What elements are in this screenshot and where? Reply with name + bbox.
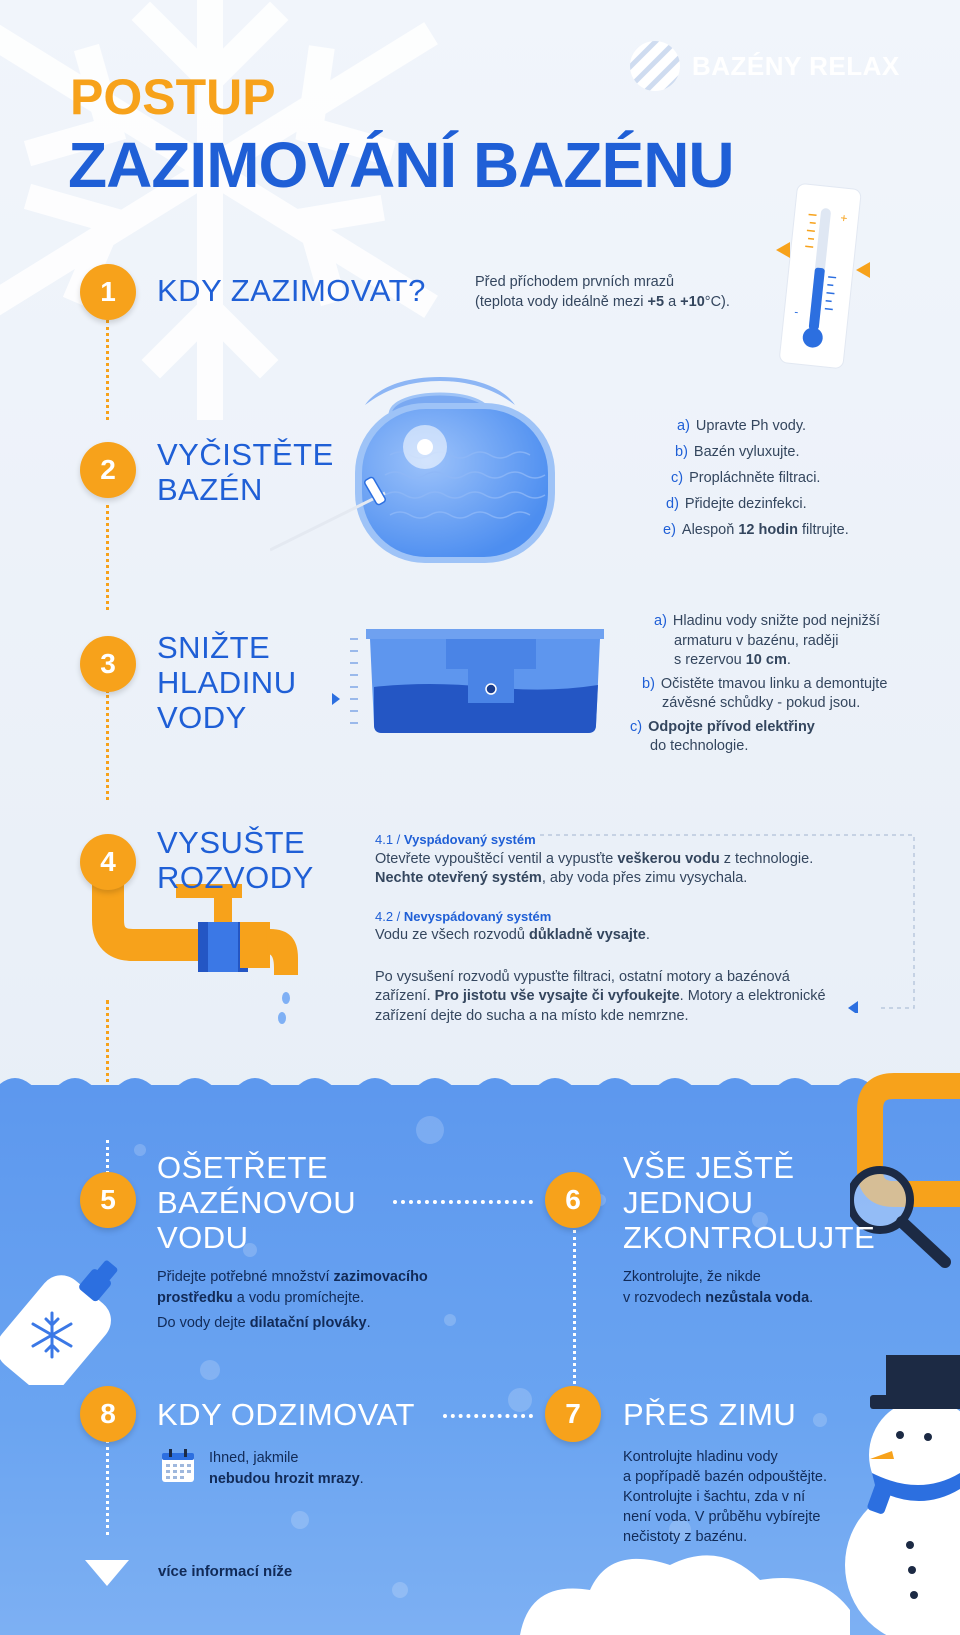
step-8-text-a: Ihned, jakmile <box>209 1450 299 1466</box>
step-3-text <box>620 612 940 757</box>
step-4-2-text: Vodu ze všech rozvodů <box>375 927 529 943</box>
timeline-line-white <box>573 1230 576 1390</box>
step-3-a-letter: a) <box>654 613 667 629</box>
calendar-icon <box>160 1448 196 1484</box>
step-5-bold-b: prostředku <box>157 1290 233 1306</box>
step-2-item <box>663 517 902 543</box>
step-4-para: . Motory a elektronické <box>679 988 826 1004</box>
step-5-heading-l1: OŠETŘETE <box>157 1150 329 1185</box>
step-7-text-l5: nečistoty z bazénu. <box>623 1529 748 1545</box>
page-title: ZAZIMOVÁNÍ BAZÉNU <box>68 129 734 201</box>
step-7-text <box>623 1447 863 1547</box>
step-3-b-l1: Očistěte tmavou linku a demontujte <box>660 675 888 692</box>
step-2-heading-l1: VYČISTĚTE <box>157 437 334 472</box>
step-1-and: a <box>664 294 681 310</box>
brand-name: BAZÉNY RELAX <box>692 50 900 81</box>
timeline-line <box>106 505 109 610</box>
step-4-1-bold: Nechte otevřený systém <box>375 870 542 886</box>
step-3-b-l2: závěsné schůdky - pokud jsou. <box>662 695 861 711</box>
step-number-3: 3 <box>80 636 136 692</box>
step-1-text-a: Před příchodem prvních mrazů <box>475 274 675 290</box>
timeline-line <box>106 690 109 800</box>
step-4-1-bold: veškerou vodu <box>617 850 720 867</box>
step-4-2-title: Nevyspádovaný systém <box>403 908 552 924</box>
step-2-item <box>666 491 902 517</box>
step-5-heading-l2: BAZÉNOVOU <box>157 1185 357 1220</box>
step-4-para-l3: zařízení dejte do sucha a na místo kde nemrzne. <box>375 1007 689 1024</box>
step-4-1-num: 4.1 / <box>375 832 404 847</box>
step-4-heading-l1: VYSUŠTE <box>157 825 306 860</box>
step-2-item-text: Upravte Ph vody. <box>695 418 807 434</box>
step-5-heading-l3: VODU <box>157 1220 249 1255</box>
step-4-para-bold: Pro jistotu vše vysajte či vyfoukejte <box>434 988 680 1004</box>
timeline-line <box>106 320 109 420</box>
step-4-heading-l2: ROZVODY <box>157 860 314 895</box>
step-number-6: 6 <box>545 1172 601 1228</box>
connector-5-6 <box>393 1200 533 1204</box>
step-4-2-text: . <box>645 927 650 943</box>
step-6-bold: nezůstala voda <box>705 1290 810 1306</box>
title-line-1: POSTUP <box>70 69 276 125</box>
step-5-text-b: a vodu promíchejte. <box>232 1290 365 1306</box>
brand-logo-icon <box>628 39 682 93</box>
bottle-icon <box>0 1245 130 1385</box>
step-2-item-text: Bazén vyluxujte. <box>693 444 800 460</box>
connector-8-7 <box>443 1414 533 1418</box>
step-5-bold-a: zazimovacího <box>333 1269 428 1285</box>
step-3-a-l3: s rezervou <box>674 652 746 668</box>
step-5-text-d: . <box>366 1315 371 1331</box>
step-4-1-text: z technologie. <box>719 850 814 867</box>
step-2-item-text: Alespoň <box>681 522 739 538</box>
step-number-1: 1 <box>80 264 136 320</box>
step-2-item-bold: 12 hodin <box>738 522 798 538</box>
step-3-heading <box>157 630 297 735</box>
step-6-heading-l3: ZKONTROLUJTE <box>623 1220 876 1255</box>
step-3-a-bold: 10 cm <box>745 652 787 668</box>
step-4-1-text: , aby voda přes zimu vysychala. <box>541 870 748 886</box>
step-8-text-b: . <box>359 1471 364 1487</box>
step-5-text-c: Do vody dejte <box>157 1315 250 1331</box>
step-3-b-letter: b) <box>642 675 655 692</box>
step-2-item-text: Přidejte dezinfekci. <box>684 496 807 512</box>
step-2-item-letter: e) <box>663 522 676 538</box>
step-1-v1: +5 <box>647 294 665 310</box>
step-number-8: 8 <box>80 1386 136 1442</box>
step-8-heading: KDY ODZIMOVAT <box>157 1397 415 1432</box>
step-4-text <box>375 830 895 1026</box>
step-5-bold-c: dilatační plováky <box>249 1315 367 1331</box>
step-2-item-letter: d) <box>666 496 679 512</box>
step-7-text-l2: a popřípadě bazén odpouštějte. <box>623 1469 827 1485</box>
step-2-item-letter: a) <box>677 418 690 434</box>
step-3-heading-l2: HLADINU <box>157 665 297 700</box>
step-1-text-c: °C). <box>704 294 730 310</box>
step-6-text <box>623 1267 883 1309</box>
step-2-item-letter: b) <box>675 444 688 460</box>
step-4-para-l1: Po vysušení rozvodů vypusťte filtraci, ostatní motory a bazénová <box>375 968 790 985</box>
step-6-heading-l2: JEDNOU <box>623 1185 754 1220</box>
step-4-1-text: Otevřete vypouštěcí ventil a vypusťte <box>375 850 618 867</box>
step-7-text-l3: Kontrolujte i šachtu, zda v ní <box>623 1489 806 1505</box>
step-1-text <box>475 272 775 312</box>
clouds <box>520 1540 850 1635</box>
step-number-2: 2 <box>80 442 136 498</box>
step-6-text-c: . <box>809 1290 814 1306</box>
step-3-a-end: . <box>786 652 791 668</box>
step-1-heading: KDY ZAZIMOVAT? <box>157 273 426 308</box>
step-3-c-letter: c) <box>630 718 643 735</box>
step-7-text-l1: Kontrolujte hladinu vody <box>623 1449 778 1465</box>
step-number-7: 7 <box>545 1386 601 1442</box>
pool-icon <box>270 375 615 575</box>
pool-section-icon <box>328 625 610 740</box>
brand[interactable] <box>628 38 928 94</box>
step-4-para: zařízení. <box>375 988 435 1004</box>
step-6-text-b: v rozvodech <box>623 1290 706 1306</box>
step-8-text <box>209 1448 469 1490</box>
step-5-text-a: Přidejte potřebné množství <box>157 1269 334 1285</box>
step-number-5: 5 <box>80 1172 136 1228</box>
step-2-item-letter: c) <box>671 470 684 486</box>
snowflake-icon <box>0 0 560 420</box>
step-4-2-bold: důkladně vysajte <box>528 927 646 943</box>
step-3-a-l1: Hladinu vody snižte pod nejnižší <box>672 613 881 629</box>
step-3-c-bold: Odpojte přívod elektřiny <box>648 718 815 735</box>
step-1-v2: +10 <box>680 294 705 310</box>
step-4-2-num: 4.2 / <box>375 908 404 924</box>
down-arrow-icon[interactable] <box>83 1558 131 1590</box>
step-3-heading-l1: SNIŽTE <box>157 630 271 665</box>
more-info-link[interactable]: více informací níže <box>158 1563 293 1580</box>
step-3-c-l2: do technologie. <box>650 738 749 754</box>
step-number-4: 4 <box>80 834 136 890</box>
step-2-heading-l2: BAZÉN <box>157 472 263 507</box>
step-8-bold: nebudou hrozit mrazy <box>209 1471 360 1487</box>
step-3-a-l2: armaturu v bazénu, raději <box>674 632 839 649</box>
thermo-plus: + <box>839 210 849 226</box>
step-2-list <box>642 413 902 543</box>
step-3-heading-l3: VODY <box>157 700 247 735</box>
step-2-item <box>675 439 902 465</box>
step-2-item-text: filtrujte. <box>797 522 849 538</box>
step-5-heading <box>157 1150 356 1255</box>
step-6-heading-l1: VŠE JEŠTĚ <box>623 1150 795 1185</box>
step-4-1-title: Vyspádovaný systém <box>403 832 536 847</box>
thermo-minus: - <box>793 304 800 319</box>
step-7-text-l4: není voda. V průběhu vybírejte <box>623 1509 821 1525</box>
step-4-heading <box>157 825 314 895</box>
timeline-line-white <box>106 1440 109 1535</box>
step-2-item-text: Propláchněte filtraci. <box>689 470 821 486</box>
step-6-heading <box>623 1150 875 1255</box>
step-2-item <box>677 413 902 439</box>
step-1-text-b: (teplota vody ideálně mezi <box>475 294 648 310</box>
step-7-heading: PŘES ZIMU <box>623 1397 797 1432</box>
step-5-text <box>157 1267 477 1334</box>
step-2-item <box>671 465 902 491</box>
step-6-text-a: Zkontrolujte, že nikde <box>623 1269 761 1285</box>
thermometer-icon <box>760 178 880 378</box>
